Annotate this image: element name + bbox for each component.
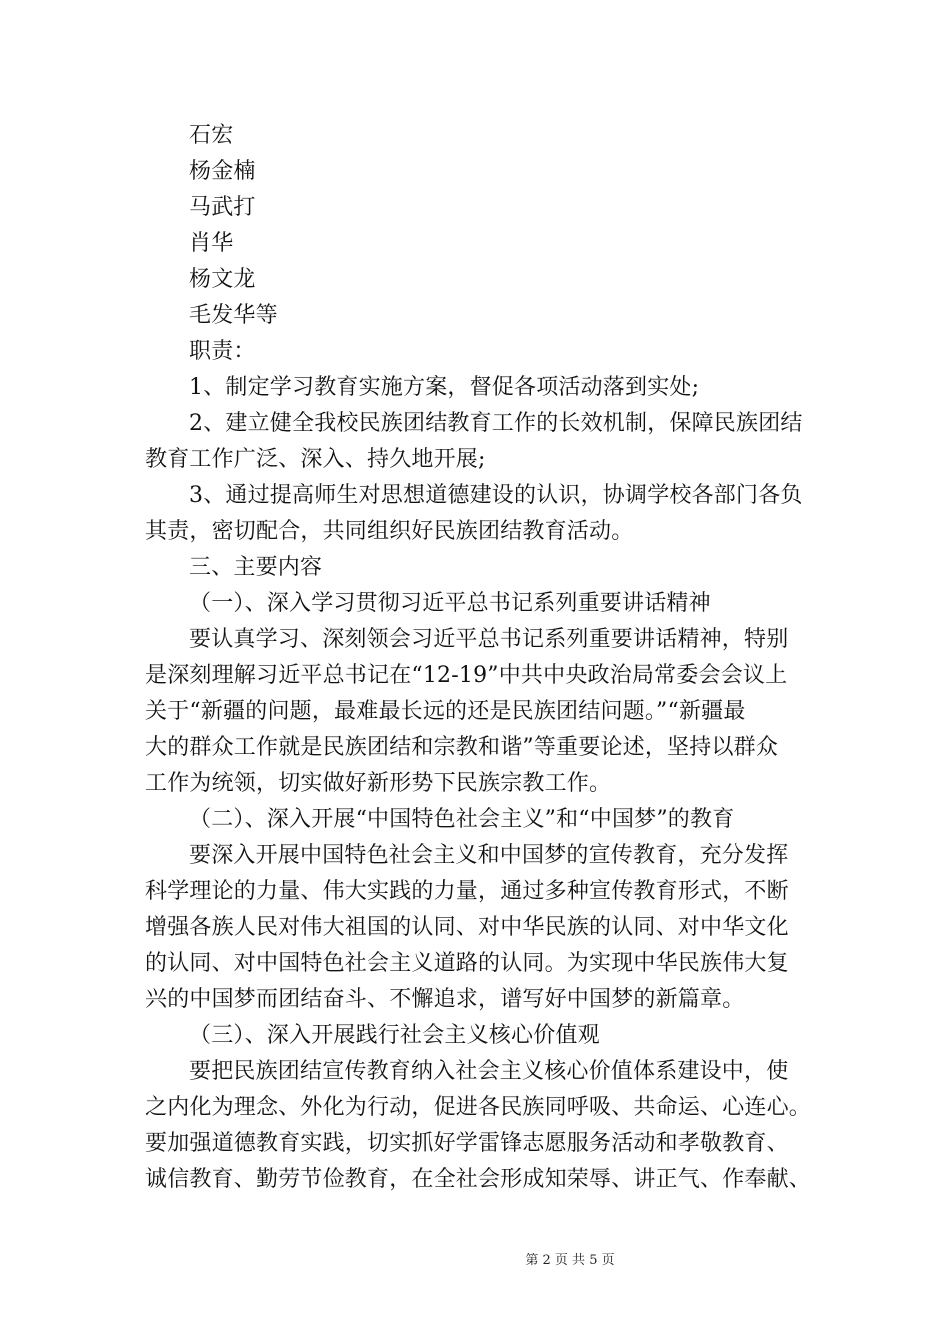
name-line: 杨文龙 bbox=[189, 267, 256, 292]
paragraph-line: 大的群众工作就是民族团结和宗教和谐”等重要论述，坚持以群众 bbox=[145, 735, 779, 760]
duty-item-2-cont: 教育工作广泛、深入、持久地开展; bbox=[145, 447, 486, 472]
name-line: 毛发华等 bbox=[189, 303, 278, 328]
duty-item-3: 3、通过提高师生对思想道德建设的认识，协调学校各部门各负 bbox=[189, 483, 803, 508]
page-number-footer: 第 2 页 共 5 页 bbox=[525, 1253, 615, 1268]
paragraph-line: 要把民族团结宣传教育纳入社会主义核心价值体系建设中，使 bbox=[189, 1059, 789, 1084]
name-line: 杨金楠 bbox=[189, 159, 256, 184]
subsection-heading-2: （二）、深入开展“中国特色社会主义”和“中国梦”的教育 bbox=[189, 807, 735, 832]
subsection-heading-3: （三）、深入开展践行社会主义核心价值观 bbox=[189, 1023, 600, 1048]
paragraph-line: 的认同、对中国特色社会主义道路的认同。为实现中华民族伟大复 bbox=[145, 951, 789, 976]
duty-item-3-cont: 其责，密切配合，共同组织好民族团结教育活动。 bbox=[145, 519, 634, 544]
section-heading: 三、主要内容 bbox=[189, 555, 323, 580]
paragraph-line: 关于“新疆的问题，最难最长远的还是民族团结问题。”“新疆最 bbox=[145, 699, 746, 724]
duties-label: 职责： bbox=[189, 339, 256, 364]
paragraph-line: 工作为统领，切实做好新形势下民族宗教工作。 bbox=[145, 771, 612, 796]
paragraph-line: 是深刻理解习近平总书记在“12-19”中共中央政治局常委会会议上 bbox=[145, 663, 788, 688]
name-line: 马武打 bbox=[189, 195, 256, 220]
paragraph-line: 科学理论的力量、伟大实践的力量，通过多种宣传教育形式，不断 bbox=[145, 879, 789, 904]
name-line: 石宏 bbox=[189, 123, 234, 148]
paragraph-line: 兴的中国梦而团结奋斗、不懈追求，谱写好中国梦的新篇章。 bbox=[145, 987, 745, 1012]
paragraph-line: 诚信教育、勤劳节俭教育，在全社会形成知荣辱、讲正气、作奉献、 bbox=[145, 1167, 812, 1192]
paragraph-line: 要认真学习、深刻领会习近平总书记系列重要讲话精神，特别 bbox=[189, 627, 789, 652]
duty-item-1: 1、制定学习教育实施方案，督促各项活动落到实处; bbox=[189, 375, 700, 400]
document-body bbox=[145, 118, 825, 1198]
subsection-heading-1: （一）、深入学习贯彻习近平总书记系列重要讲话精神 bbox=[189, 591, 711, 616]
paragraph-line: 之内化为理念、外化为行动，促进各民族同呼吸、共命运、心连心。 bbox=[145, 1095, 812, 1120]
paragraph-line: 要加强道德教育实践，切实抓好学雷锋志愿服务活动和孝敬教育、 bbox=[145, 1131, 789, 1156]
paragraph-line: 增强各族人民对伟大祖国的认同、对中华民族的认同、对中华文化 bbox=[145, 915, 789, 940]
name-line: 肖华 bbox=[189, 231, 234, 256]
duty-item-2: 2、建立健全我校民族团结教育工作的长效机制，保障民族团结 bbox=[189, 411, 803, 436]
paragraph-line: 要深入开展中国特色社会主义和中国梦的宣传教育，充分发挥 bbox=[189, 843, 789, 868]
